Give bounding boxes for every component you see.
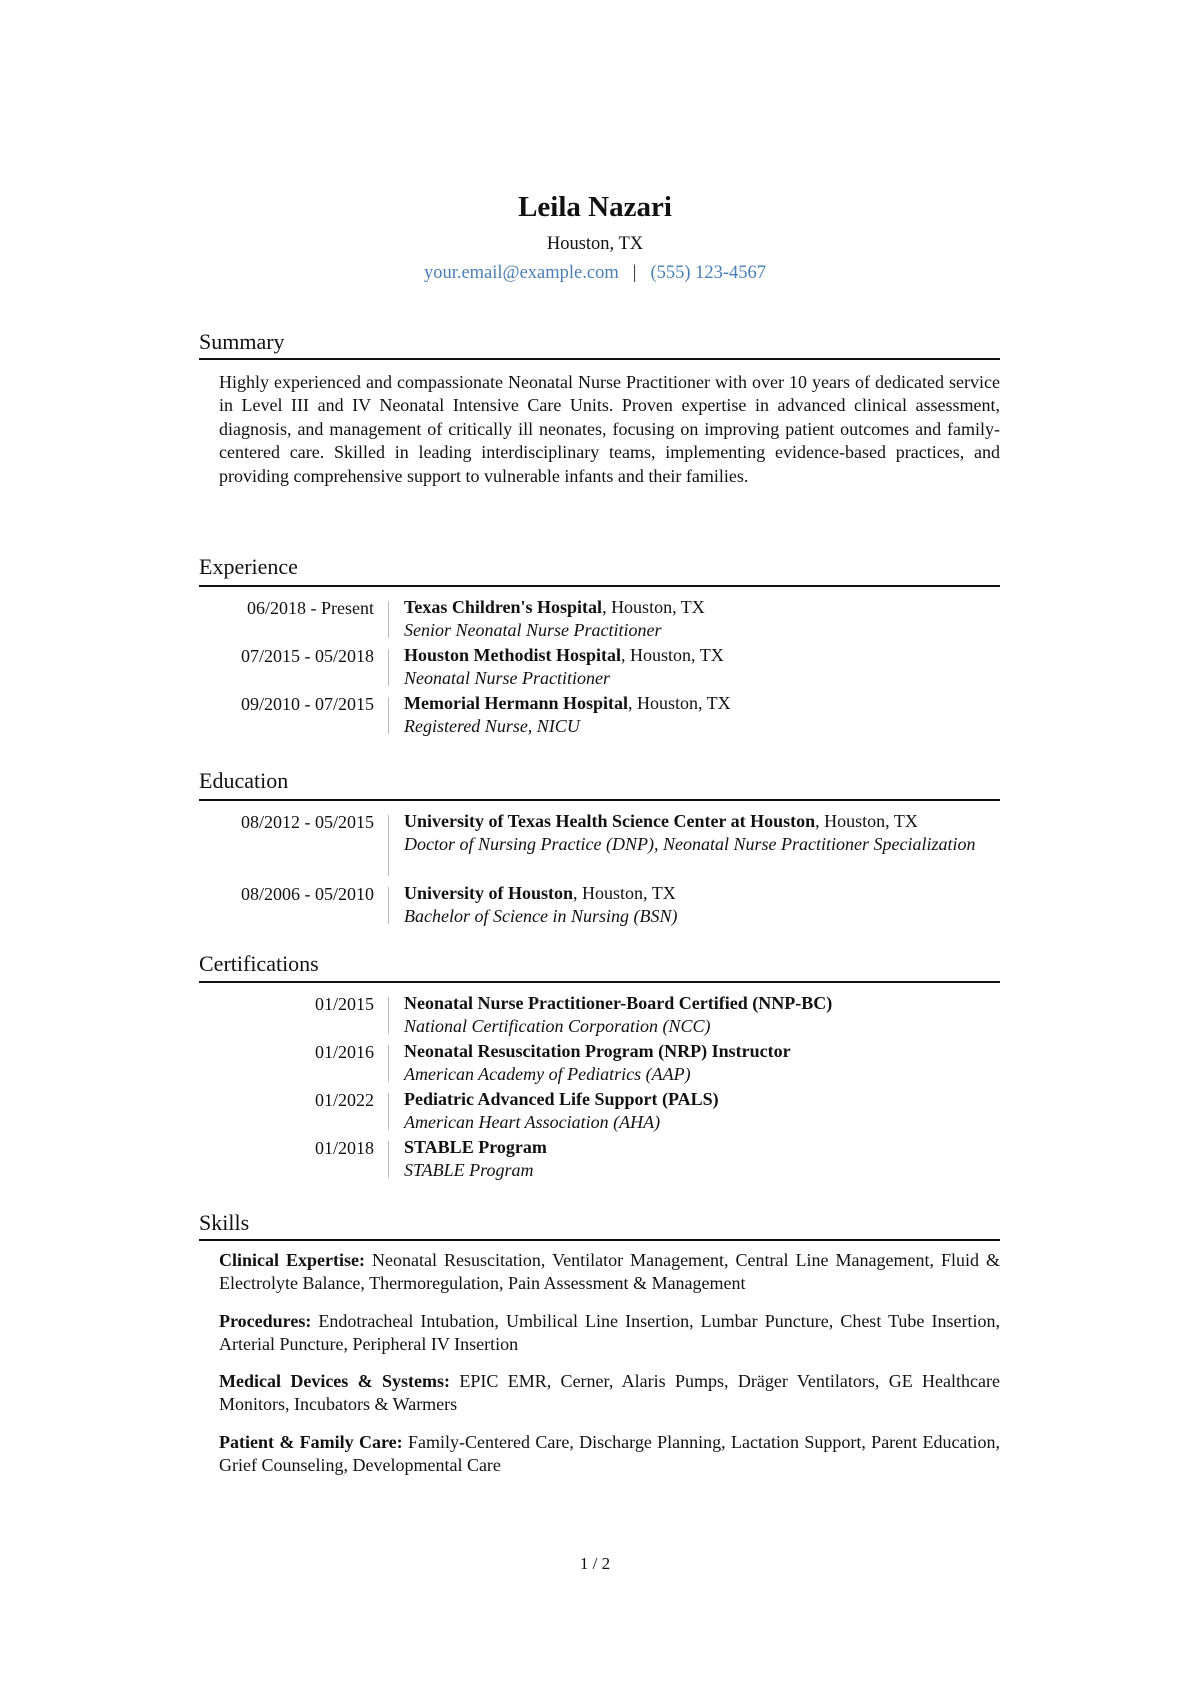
certifications-heading: Certifications (199, 951, 319, 976)
certification-name: STABLE Program (404, 1137, 547, 1157)
certification-issuer: National Certification Corporation (NCC) (404, 1016, 711, 1037)
entry-date: 09/2010 - 07/2015 (241, 694, 374, 714)
certification-issuer: American Heart Association (AHA) (404, 1112, 661, 1133)
entry-date: 01/2016 (314, 1042, 374, 1062)
job-title: Registered Nurse, NICU (404, 716, 580, 737)
skills-list (219, 1249, 1000, 1491)
certification-name: Neonatal Nurse Practitioner-Board Certified (NNP-BC) (404, 993, 833, 1013)
certifications-rule (199, 981, 1000, 983)
entry-date: 07/2015 - 05/2018 (241, 646, 374, 666)
certification-name: Neonatal Resuscitation Program (NRP) Instructor (404, 1041, 791, 1061)
employer-location: , Houston, TX (627, 693, 731, 713)
experience-rule (199, 585, 1000, 587)
entry-divider (388, 649, 389, 686)
certifications-list (199, 992, 1000, 1184)
certification-entry (199, 1040, 1000, 1088)
certification-issuer: STABLE Program (404, 1160, 534, 1181)
employer-name: Memorial Hermann Hospital (404, 693, 628, 713)
school-location: , Houston, TX (573, 883, 676, 903)
summary-rule (199, 358, 1000, 360)
entry-date: 01/2018 (314, 1138, 374, 1158)
entry-divider (388, 815, 389, 876)
employer-name: Houston Methodist Hospital (404, 645, 622, 665)
entry-divider (388, 1141, 389, 1178)
email-link[interactable]: your.email@example.com (423, 263, 619, 283)
skills-rule (199, 1239, 1000, 1241)
candidate-name: Leila Nazari (518, 191, 672, 223)
summary-text: Highly experienced and compassionate Neonatal Nurse Practitioner with over 10 years of dedicated service in Level III and IV Neonatal Intensive Care Units. Proven expertise in advanced clinical assessment, diagnosis, and management of critically ill neonates, focusing on improving patient outcomes and family-centered care. Skilled in leading interdisciplinary teams, implementing evidence-based practices, and providing comprehensive support to vulnerable infants and their families. (219, 372, 1000, 486)
employer-location: , Houston, TX (602, 597, 705, 617)
education-heading: Education (199, 768, 289, 793)
employer-name: Texas Children's Hospital (404, 597, 603, 617)
skill-group-label: Patient & Family Care: (219, 1431, 403, 1452)
experience-list (199, 596, 1000, 740)
entry-divider (388, 887, 389, 924)
skill-group (219, 1249, 1000, 1296)
employer-location: , Houston, TX (621, 645, 724, 665)
summary-heading: Summary (199, 329, 285, 354)
experience-entry (199, 596, 1000, 644)
school-name: University of Texas Health Science Center at Houston (404, 811, 816, 831)
entry-date: 06/2018 - Present (247, 598, 374, 618)
page-number: 1 / 2 (579, 1554, 611, 1573)
experience-heading: Experience (199, 554, 298, 579)
education-entry (199, 882, 1000, 930)
education-entry (199, 810, 1000, 882)
certification-entry (199, 1136, 1000, 1184)
entry-divider (388, 601, 389, 638)
job-title: Senior Neonatal Nurse Practitioner (404, 620, 662, 641)
skill-group-label: Medical Devices & Systems: (219, 1371, 450, 1391)
certification-entry (199, 992, 1000, 1040)
skill-group (219, 1370, 1000, 1417)
skill-group (219, 1431, 1000, 1478)
skill-group-values: Endotracheal Intubation, Umbilical Line Insertion, Lumbar Puncture, Chest Tube Insertion, Arterial Puncture, Peripheral IV Insertion (219, 1310, 1000, 1354)
certification-name: Pediatric Advanced Life Support (PALS) (404, 1089, 719, 1109)
degree: Doctor of Nursing Practice (DNP), Neonatal Nurse Practitioner Specialization (404, 834, 976, 855)
entry-divider (388, 997, 389, 1034)
candidate-location: Houston, TX (546, 234, 644, 254)
skill-group-values: Family-Centered Care, Discharge Planning, Lactation Support, Parent Education, Grief Counseling, Developmental Care (219, 1431, 1000, 1475)
school-name: University of Houston (404, 883, 574, 903)
school-location: , Houston, TX (815, 811, 918, 831)
phone-link[interactable]: (555) 123-4567 (650, 263, 767, 283)
skill-group (219, 1310, 1000, 1357)
entry-date: 01/2015 (314, 994, 374, 1014)
entry-date: 01/2022 (314, 1090, 374, 1110)
contact-separator: | (632, 263, 637, 283)
education-rule (199, 799, 1000, 801)
contact-line (0, 261, 1190, 285)
skill-group-values: EPIC EMR, Cerner, Alaris Pumps, Dräger Ventilators, GE Healthcare Monitors, Incubators & Warmers (219, 1371, 1000, 1415)
experience-entry (199, 692, 1000, 740)
degree: Bachelor of Science in Nursing (BSN) (404, 906, 678, 927)
entry-date: 08/2006 - 05/2010 (241, 884, 374, 904)
entry-divider (388, 697, 389, 734)
job-title: Neonatal Nurse Practitioner (404, 668, 610, 689)
entry-date: 08/2012 - 05/2015 (241, 812, 374, 832)
skill-group-label: Procedures: (219, 1310, 312, 1331)
education-list (199, 810, 1000, 930)
certification-entry (199, 1088, 1000, 1136)
skills-heading: Skills (199, 1210, 250, 1235)
entry-divider (388, 1045, 389, 1082)
skill-group-values: Neonatal Resuscitation, Ventilator Management, Central Line Management, Fluid & Electrolyte Balance, Thermoregulation, Pain Assessment & Management (219, 1250, 1000, 1294)
entry-divider (388, 1093, 389, 1130)
certification-issuer: American Academy of Pediatrics (AAP) (404, 1064, 691, 1085)
experience-entry (199, 644, 1000, 692)
skill-group-label: Clinical Expertise: (219, 1250, 365, 1270)
